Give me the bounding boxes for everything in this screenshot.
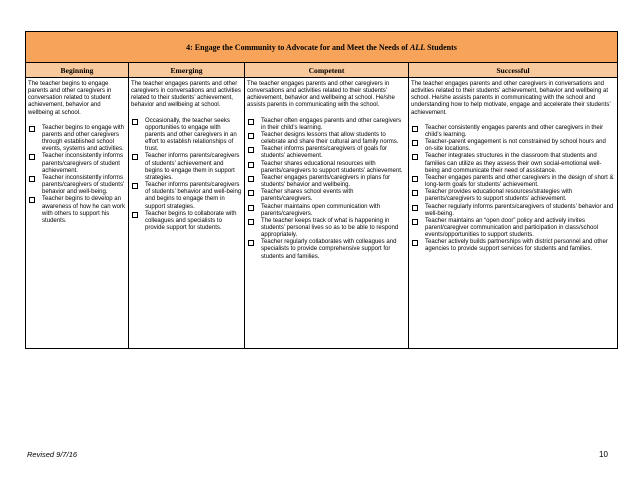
- list-item: [411, 239, 615, 253]
- list-item: [131, 211, 242, 232]
- checkbox-bullet-icon: [412, 190, 418, 196]
- checkbox-bullet-icon: [248, 219, 254, 225]
- checkbox-bullet-icon: [29, 176, 35, 182]
- title-number: 4:: [186, 42, 193, 52]
- checkbox-bullet-icon: [412, 205, 418, 211]
- list-item: [247, 146, 406, 160]
- column-intro: The teacher engages parents and other caregivers in conversations and activities related to their students’ achievement, behavior and wellbeing at school. He/she assists parents in communicating with the school.: [247, 81, 395, 109]
- title-text: Engage the Community to Advocate for and Meet the Needs of: [192, 42, 410, 52]
- checkbox-bullet-icon: [132, 183, 138, 189]
- column-intro: The teacher begins to engage parents and other caregivers in conversation related to student achievement, behavior and wellbeing at school.: [28, 81, 112, 116]
- list-item-text: Teacher often engages parents and other caregivers in their child’s learning.: [261, 117, 402, 131]
- column-intro: The teacher engages parents and other caregivers in conversations and activities related to their students’ achievement, behavior and wellbeing at school. He/she assists parents in communicating with the school and understanding how to help motivate, engage and accelerate their students’ achievement.: [411, 81, 611, 116]
- title-emphasis: ALL: [409, 42, 426, 52]
- list-item-text: Teacher maintains an “open door” policy and actively invites parent/caregiver communication and participation in class/school events/opportunities to support students.: [425, 217, 599, 239]
- column-header-competent: Competent: [245, 63, 409, 78]
- column-body-competent: [245, 78, 409, 349]
- indicator-list: [411, 125, 615, 254]
- checkbox-bullet-icon: [248, 190, 254, 196]
- checkbox-bullet-icon: [29, 197, 35, 203]
- checkbox-bullet-icon: [248, 119, 254, 125]
- list-item-text: Teacher regularly collaborates with colleagues and specialists to provide comprehensive support for students and families.: [261, 239, 397, 260]
- list-item: [28, 125, 126, 154]
- checkbox-bullet-icon: [412, 219, 418, 225]
- indicator-list: [247, 118, 406, 261]
- list-item-text: Teacher inconsistently informs parents/caregivers of students’ behavior and well-being.: [42, 174, 125, 196]
- list-item-text: Teacher maintains open communication with parents/caregivers.: [261, 203, 380, 217]
- column-header-emerging: Emerging: [129, 63, 245, 78]
- list-item: [247, 239, 406, 260]
- list-item: [247, 175, 406, 189]
- list-item-text: Teacher begins to collaborate with colleagues and specialists to provide support for students.: [145, 210, 237, 231]
- title-suffix: Students: [425, 42, 457, 52]
- list-item-text: Teacher designs lessons that allow students to celebrate and share their cultural and family norms.: [261, 131, 399, 146]
- list-item: [411, 218, 615, 239]
- list-item-text: Teacher informs parents/caregivers of students’ behavior and well-being and begins to engage them in support strategies.: [145, 182, 242, 210]
- list-item-text: Teacher shares educational resources with parents/caregivers to support students’ achievement.: [261, 160, 403, 174]
- list-item: [247, 132, 406, 146]
- checkbox-bullet-icon: [412, 176, 418, 182]
- list-item-text: Teacher shares school events with parents/caregivers.: [261, 189, 354, 203]
- checkbox-bullet-icon: [132, 119, 138, 125]
- checkbox-bullet-icon: [248, 147, 254, 153]
- rubric-table: [25, 31, 618, 349]
- list-item-text: Teacher engages parents/caregivers in plans for students’ behavior and wellbeing.: [261, 174, 391, 189]
- list-item: [247, 118, 406, 132]
- checkbox-bullet-icon: [412, 240, 418, 246]
- list-item: [411, 139, 615, 153]
- list-item-text: Teacher informs parents/caregivers of students’ achievement and begins to engage them in support strategies.: [145, 153, 240, 181]
- list-item: [131, 118, 242, 154]
- list-item-text: Teacher informs parents/caregivers of goals for students’ achievement.: [261, 146, 388, 160]
- list-item-text: Occasionally, the teacher seeks opportunities to engage with parents and other caregivers in an effort to establish relationships of trust.: [145, 117, 237, 153]
- list-item-text: Teacher-parent engagement is not constrained by school hours and on-site locations.: [425, 139, 606, 153]
- title-row: [26, 32, 618, 63]
- list-item-text: Teacher inconsistently informs parents/caregivers of student achievement.: [42, 153, 123, 174]
- list-item: [131, 182, 242, 211]
- column-intro: The teacher engages parents and other caregivers in conversations and activities related to their students’ achievement, behavior and wellbeing at school.: [131, 81, 241, 109]
- checkbox-bullet-icon: [412, 126, 418, 132]
- list-item: [411, 125, 615, 139]
- column-body-successful: [409, 78, 618, 349]
- indicator-list: [28, 125, 126, 225]
- column-header-successful: Successful: [409, 63, 618, 78]
- revised-date: Revised 9/7/16: [27, 450, 78, 459]
- list-item: [247, 218, 406, 239]
- column-body-beginning: [26, 78, 129, 349]
- list-item: [411, 175, 615, 189]
- list-item: [247, 189, 406, 203]
- checkbox-bullet-icon: [412, 154, 418, 160]
- header-row: [26, 63, 618, 78]
- checkbox-bullet-icon: [248, 176, 254, 182]
- checkbox-bullet-icon: [132, 154, 138, 160]
- column-header-beginning: Beginning: [26, 63, 129, 78]
- checkbox-bullet-icon: [248, 133, 254, 139]
- page-number: 10: [599, 450, 608, 459]
- list-item: [28, 196, 126, 225]
- indicator-list: [131, 118, 242, 233]
- list-item-text: Teacher actively builds partnerships with district personnel and other agencies to provide support services for students and families.: [425, 239, 608, 253]
- list-item: [411, 153, 615, 174]
- checkbox-bullet-icon: [412, 140, 418, 146]
- list-item: [247, 204, 406, 218]
- list-item-text: Teacher engages parents and other caregivers in the design of short & long-term goals for students’ achievement.: [425, 174, 614, 189]
- list-item-text: Teacher begins to engage with parents and other caregivers through established school events, systems and activities.: [42, 124, 125, 153]
- checkbox-bullet-icon: [248, 205, 254, 211]
- list-item-text: The teacher keeps track of what is happening in students’ personal lives so as to be able to respond appropriately.: [261, 217, 399, 239]
- rubric-title: [26, 32, 618, 63]
- list-item-text: Teacher begins to develop an awareness of how he can work with others to support his students.: [42, 196, 126, 224]
- list-item-text: Teacher regularly informs parents/caregivers of students’ behavior and well-being.: [425, 203, 614, 217]
- list-item: [411, 189, 615, 203]
- checkbox-bullet-icon: [248, 240, 254, 246]
- list-item: [247, 161, 406, 175]
- column-body-emerging: [129, 78, 245, 349]
- list-item-text: Teacher integrates structures in the classroom that students and families can utilize as they assess their own social-emotional well-being and communicate their need of assistance.: [425, 153, 602, 174]
- list-item: [28, 175, 126, 196]
- list-item-text: Teacher consistently engages parents and other caregivers in their child’s learning.: [425, 124, 604, 138]
- checkbox-bullet-icon: [29, 154, 35, 160]
- list-item: [131, 153, 242, 182]
- checkbox-bullet-icon: [248, 162, 254, 168]
- body-row: [26, 78, 618, 349]
- checkbox-bullet-icon: [29, 126, 35, 132]
- list-item-text: Teacher provides educational resources/strategies with parents/caregivers to support students’ achievement.: [425, 189, 573, 203]
- list-item: [28, 153, 126, 174]
- checkbox-bullet-icon: [132, 212, 138, 218]
- list-item: [411, 204, 615, 218]
